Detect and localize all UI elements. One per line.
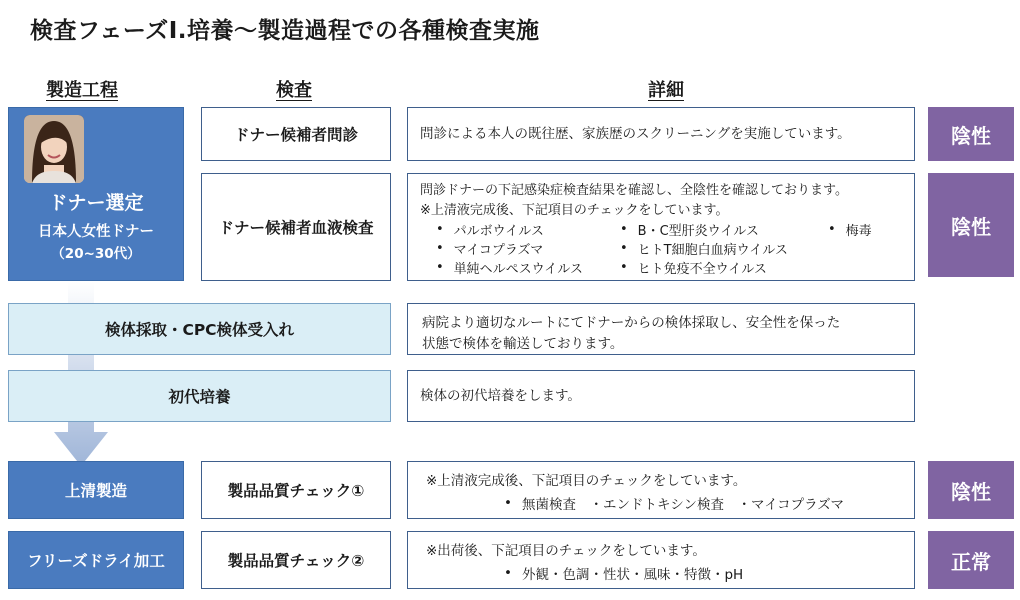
- process-freeze-dry: フリーズドライ加工: [8, 531, 184, 589]
- donor-photo-icon: [24, 115, 84, 183]
- result-badge-1: 陰性: [928, 107, 1014, 161]
- page-title: 検査フェーズⅠ.培養～製造過程での各種検査実施: [30, 18, 540, 44]
- qc1-line1: ※上清液完成後、下記項目のチェックをしています。: [426, 473, 747, 489]
- blood-item: • 梅毒: [828, 220, 872, 239]
- specimen-line2: 状態で検体を輸送しております。: [422, 336, 624, 352]
- inspection-quality-check-2: 製品品質チェック②: [201, 531, 391, 589]
- blood-item: • ヒトT細胞白血病ウイルス: [620, 239, 788, 258]
- blood-item: • マイコプラズマ: [436, 239, 543, 258]
- header-inspection: 検査: [276, 80, 312, 101]
- blood-line1: 問診ドナーの下記感染症検査結果を確認し、全陰性を確認しております。: [420, 183, 848, 198]
- result-badge-3: 陰性: [928, 461, 1014, 519]
- donor-sub1: 日本人女性ドナー: [38, 224, 154, 240]
- donor-sub2: （20~30代）: [51, 246, 141, 262]
- inspection-donor-interview: ドナー候補者問診: [201, 107, 391, 161]
- result-badge-2: 陰性: [928, 173, 1014, 277]
- detail-quality-check-2: [407, 531, 915, 589]
- detail-donor-blood-test: [407, 173, 915, 281]
- result-badge-4: 正常: [928, 531, 1014, 589]
- detail-specimen-collection: [407, 303, 915, 355]
- blood-line2: ※上清液完成後、下記項目のチェックをしています。: [420, 203, 729, 218]
- process-primary-culture: 初代培養: [8, 370, 391, 422]
- inspection-donor-blood-test: ドナー候補者血液検査: [201, 173, 391, 281]
- detail-primary-culture: 検体の初代培養をします。: [407, 370, 915, 422]
- donor-label: ドナー選定: [48, 192, 144, 214]
- qc1-line2: • 無菌検査 ・エンドトキシン検査 ・マイコプラズマ: [504, 493, 844, 513]
- header-detail: 詳細: [648, 80, 684, 101]
- detail-quality-check-1: [407, 461, 915, 519]
- inspection-quality-check-1: 製品品質チェック①: [201, 461, 391, 519]
- qc2-line2: • 外観・色調・性状・風味・特徴・pH: [504, 563, 743, 583]
- blood-item: • B・C型肝炎ウイルス: [620, 220, 759, 239]
- blood-item: • 単純ヘルペスウイルス: [436, 258, 583, 277]
- blood-item: • ヒト免疫不全ウイルス: [620, 258, 767, 277]
- header-process: 製造工程: [46, 80, 118, 101]
- qc2-line1: ※出荷後、下記項目のチェックをしています。: [426, 543, 706, 559]
- process-specimen-collection: 検体採取・CPC検体受入れ: [8, 303, 391, 355]
- specimen-line1: 病院より適切なルートにてドナーからの検体採取し、安全性を保った: [422, 315, 841, 331]
- blood-item: • パルボウイルス: [436, 220, 544, 239]
- detail-donor-interview: 問診による本人の既往歴、家族歴のスクリーニングを実施しています。: [407, 107, 915, 161]
- process-supernatant: 上清製造: [8, 461, 184, 519]
